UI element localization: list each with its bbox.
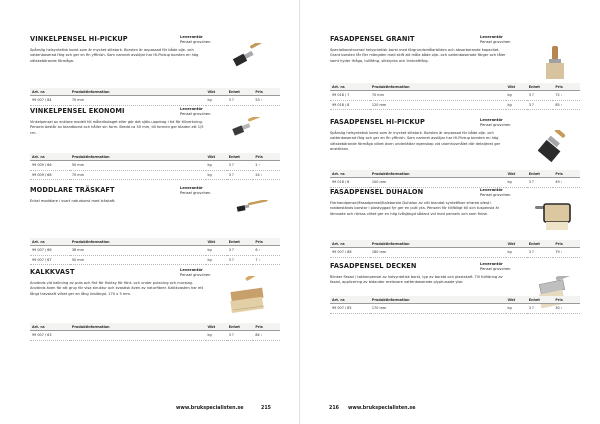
cell-product-info: 50 mm (70, 161, 206, 170)
col-product-info: Produktinformation (70, 153, 206, 161)
cell-pris: 85 › (553, 100, 580, 109)
supplier-label: Leverantör (180, 35, 203, 39)
supplier-name: Pensel gruvchen (180, 39, 211, 44)
cell-vikt: kg (506, 178, 527, 187)
cell-pris: 53 › (253, 96, 280, 105)
col-vikt: Vikt (506, 83, 527, 91)
product-description: Enkel moddlare i svart naturborst med träskaft. (30, 199, 116, 203)
angled-brush-icon (230, 43, 270, 73)
col-art-nr: Art. nr. (330, 170, 370, 178)
table-header-row (30, 88, 280, 96)
product-description: Används vid kalkning av puts och fint för fluktsy för fönt- och under putsning och mursiag. Används även för att gruy för visa struktur och kvastisk även av naturfibrer. Kalkkvasten har ett långt travskaft vilket ger en lång livslängd. 170 x 5 mm. (30, 281, 204, 296)
cell-product-info: 70 mm (70, 170, 206, 179)
supplier-info (480, 262, 510, 272)
cell-vikt: kg (206, 170, 227, 179)
cell-vikt: kg (506, 100, 527, 109)
product-title: FASADPENSEL DECKEN (330, 262, 417, 270)
table-row (30, 246, 280, 255)
col-art-nr: Art. nr. (330, 296, 370, 304)
product-kalkkvast (30, 268, 280, 338)
page-number: 215 (260, 406, 271, 411)
table-header-row (330, 296, 580, 304)
cell-pris: 24 › (253, 170, 280, 179)
cell-enhet: 3 ? (227, 331, 254, 340)
cell-product-info: 50 mm (70, 255, 206, 264)
cell-pris: 30 › (553, 304, 580, 313)
product-description: Spånslig helsyntetisk borst som är mycket slitstark. Borsten är anpassad för både olje- och vattenbaserad färg och ger en fin yffinish. Som namnet avslöjar har Hi-Pickup borsten en hög vätskebärande förmåga. (30, 48, 199, 63)
product-title: VINKELPENSEL HI-PICKUP (30, 35, 128, 43)
product-fasadpensel-hi-pickup (330, 118, 580, 185)
cell-art-nr: 99 009 / 68 (30, 170, 70, 179)
col-product-info: Produktinformation (370, 83, 506, 91)
cell-enhet: 3 ? (527, 91, 554, 100)
product-description: Blinker Fasad / takkenpensel av helsyntetisk borst, typ av borstd och plastskaft. Till fulltäring av fasad, applicering av bidander erelavare vattenbaserade plyphusade ytor. (330, 275, 503, 285)
cell-product-info: 180 mm (370, 248, 506, 257)
product-fasadpensel-granit (330, 35, 580, 107)
col-enhet: Enhet (227, 238, 254, 246)
table-header-row (30, 153, 280, 161)
col-product-info: Produktinformation (70, 323, 206, 331)
cell-product-info: 38 mm (70, 246, 206, 255)
col-enhet: Enhet (527, 170, 554, 178)
cell-pris: 79 › (553, 248, 580, 257)
supplier-label: Leverantör (180, 268, 203, 272)
thin-brush-icon (236, 200, 268, 214)
product-title: VINKELPENSEL EKONOMI (30, 107, 125, 115)
supplier-label: Leverantör (180, 107, 203, 111)
col-product-info: Produktinformation (370, 170, 506, 178)
cell-art-nr: 99 007 / 88 (330, 248, 370, 257)
product-title: FASADPENSEL DUHALON (330, 188, 424, 196)
supplier-name: Pensel gruvchen (180, 190, 211, 195)
product-moddlare-traskaft (30, 186, 280, 262)
col-product-info: Produktinformation (370, 296, 506, 304)
col-enhet: Enhet (527, 240, 554, 248)
cell-art-nr: 99 018 / 6 (330, 178, 370, 187)
col-enhet: Enhet (227, 153, 254, 161)
cell-pris: 6 › (253, 246, 280, 255)
col-vikt: Vikt (206, 153, 227, 161)
roller-brush-icon (534, 200, 574, 234)
product-title: KALKKVAST (30, 268, 75, 276)
flat-wide-brush-icon (540, 45, 570, 81)
col-art-nr: Art. nr. (30, 238, 70, 246)
table-row (330, 248, 580, 257)
product-fasadpensel-decken (330, 262, 580, 311)
supplier-name: Pensel gruvchen (180, 111, 211, 116)
product-description: Specialkonstruerad helsyntetisk borst med förgrundsmålarbilden och absorberande kapacitet. Grant borsten får fler mängden med skift att måla både olje- och vattenbaserade färger och tåler samt hyder ifråga, tullifäng, slitstyrka och limkraftfärg. (330, 48, 506, 63)
cell-enhet: 3 ? (527, 248, 554, 257)
cell-vikt: kg (506, 248, 527, 257)
cell-product-info: 170 mm (370, 304, 506, 313)
supplier-label: Leverantör (480, 188, 503, 192)
page-number: 216 (328, 406, 339, 411)
product-table (330, 170, 580, 188)
product-vinkelpensel-hi-pickup (30, 35, 280, 103)
cell-pris: 84 › (253, 331, 280, 340)
cell-art-nr: 99 007 / 66 (30, 246, 70, 255)
supplier-info (180, 268, 210, 278)
footer-website-link[interactable]: www.brukspecialisten.se (176, 406, 244, 411)
table-row (330, 178, 580, 187)
table-row (30, 161, 280, 170)
supplier-info (180, 35, 210, 45)
product-table (30, 153, 280, 180)
col-vikt: Vikt (206, 88, 227, 96)
col-vikt: Vikt (506, 240, 527, 248)
supplier-info (480, 35, 510, 45)
col-art-nr: Art. nr. (30, 88, 70, 96)
supplier-label: Leverantör (480, 118, 503, 122)
col-vikt: Vikt (506, 296, 527, 304)
cell-art-nr: 99 018 / 7 (330, 91, 370, 100)
col-art-nr: Art. nr. (30, 323, 70, 331)
cell-art-nr: 99 007 / 84 (30, 96, 70, 105)
col-product-info: Produktinformation (370, 240, 506, 248)
cell-enhet: 3 ? (227, 255, 254, 264)
cell-art-nr: 99 007 / 63 (30, 331, 70, 340)
cell-vikt: kg (506, 91, 527, 100)
table-row (330, 100, 580, 109)
supplier-name: Pensel gruvchen (480, 39, 511, 44)
table-row (30, 331, 280, 340)
col-vikt: Vikt (206, 238, 227, 246)
angled-brush-icon (230, 117, 270, 141)
col-art-nr: Art. nr. (330, 83, 370, 91)
table-header-row (330, 170, 580, 178)
col-pris: Pris (253, 153, 280, 161)
cell-vikt: kg (206, 246, 227, 255)
col-product-info: Produktinformation (70, 88, 206, 96)
supplier-info (480, 188, 510, 198)
table-row (30, 170, 280, 179)
cell-pris: 2 › (253, 161, 280, 170)
cell-vikt: kg (206, 96, 227, 105)
col-enhet: Enhet (227, 88, 254, 96)
product-table (330, 83, 580, 110)
col-enhet: Enhet (527, 83, 554, 91)
cell-product-info: 70 mm (70, 96, 206, 105)
product-table (330, 240, 580, 258)
cell-pris: 7 › (253, 255, 280, 264)
cell-enhet: 3 ? (227, 96, 254, 105)
cell-art-nr: 99 009 / 66 (30, 161, 70, 170)
cell-enhet: 3 ? (527, 304, 554, 313)
cell-pris: 72 › (553, 91, 580, 100)
cell-art-nr: 99 018 / 8 (330, 100, 370, 109)
supplier-info (480, 118, 510, 128)
cell-vikt: kg (506, 304, 527, 313)
col-art-nr: Art. nr. (330, 240, 370, 248)
product-table (30, 238, 280, 265)
product-title: MODDLARE TRÄSKAFT (30, 186, 115, 194)
cell-enhet: 3 ? (527, 178, 554, 187)
cell-art-nr: 99 007 / 85 (330, 304, 370, 313)
product-title: FASADPENSEL HI-PICKUP (330, 118, 425, 126)
cell-product-info (70, 331, 206, 340)
cell-product-info: 120 mm (370, 100, 506, 109)
col-pris: Pris (553, 240, 580, 248)
col-product-info: Produktinformation (70, 238, 206, 246)
col-pris: Pris (253, 323, 280, 331)
col-art-nr: Art. nr. (30, 153, 70, 161)
product-vinkelpensel-ekonomi (30, 107, 280, 177)
col-enhet: Enhet (527, 296, 554, 304)
supplier-info (180, 186, 210, 196)
cell-product-info: 70 mm (370, 91, 506, 100)
cell-pris: 49 › (553, 178, 580, 187)
cell-enhet: 3 ? (227, 246, 254, 255)
supplier-label: Leverantör (180, 186, 203, 190)
product-description: Vinkelpensel av enklare modell till måleribolaget eller gör det själv-uppdrag i tid för tillverkning. Penseln består av blandborst och håller sin form. Bredd ca 50 mm, till formen ger bladen ett 1/5 cm. (30, 120, 204, 135)
table-header-row (30, 323, 280, 331)
supplier-info (180, 107, 210, 117)
table-header-row (30, 238, 280, 246)
cell-art-nr: 99 007 / 67 (30, 255, 70, 264)
col-pris: Pris (253, 88, 280, 96)
supplier-name: Pensel gruvchen (480, 122, 511, 127)
supplier-label: Leverantör (480, 262, 503, 266)
cell-enhet: 3 ? (527, 100, 554, 109)
product-title: FASADPENSEL GRANIT (330, 35, 415, 43)
supplier-label: Leverantör (480, 35, 503, 39)
cell-vikt: kg (206, 331, 227, 340)
cell-vikt: kg (206, 161, 227, 170)
footer-website-link[interactable]: www.brukspecialisten.se (348, 406, 416, 411)
col-pris: Pris (553, 296, 580, 304)
product-description: Flerhandpensel/Fasadpensel/Kalkborste Duhalon av vitt blandat syntetfiber sfrarea ofest i rostbeständs borstar i plastyggad fyr ger en putt yta. Penseln för tillfälligt till och tuspensla är lämnade och rörkas vilket ger en hög tvåsjängd sådant vid med penseln och som finish. (330, 201, 500, 216)
table-row (330, 91, 580, 100)
block-brush-icon (226, 276, 276, 316)
supplier-name: Pensel gruvchen (480, 192, 511, 197)
col-vikt: Vikt (506, 170, 527, 178)
flat-brush-icon (538, 130, 572, 168)
table-row (30, 96, 280, 105)
col-pris: Pris (553, 170, 580, 178)
product-description: Spånslig helsyntetisk borst som är mycket slitstark. Borsten är anpassad för både olje- och vattenbaserad färg och ger en fin yffinish. Som namnet avslöjar har Hi-Pickup borsten en hög vätskebärande förmåga vilket även underlättar egenskap vid utomhusmålet där detaljerat ger anstärkan. (330, 131, 501, 152)
table-header-row (330, 240, 580, 248)
supplier-name: Pensel gruvchen (480, 266, 511, 271)
cell-enhet: 3 ? (227, 161, 254, 170)
cell-enhet: 3 ? (227, 170, 254, 179)
col-enhet: Enhet (227, 323, 254, 331)
table-row (330, 304, 580, 313)
cell-vikt: kg (206, 255, 227, 264)
product-table (330, 296, 580, 314)
product-fasadpensel-duhalon (330, 188, 580, 255)
cell-product-info: 100 mm (370, 178, 506, 187)
supplier-name: Pensel gruvchen (180, 272, 211, 277)
right-page (300, 0, 600, 424)
col-vikt: Vikt (206, 323, 227, 331)
product-table (30, 88, 280, 106)
col-pris: Pris (553, 83, 580, 91)
col-pris: Pris (253, 238, 280, 246)
table-header-row (330, 83, 580, 91)
table-row (30, 255, 280, 264)
product-table (30, 323, 280, 341)
